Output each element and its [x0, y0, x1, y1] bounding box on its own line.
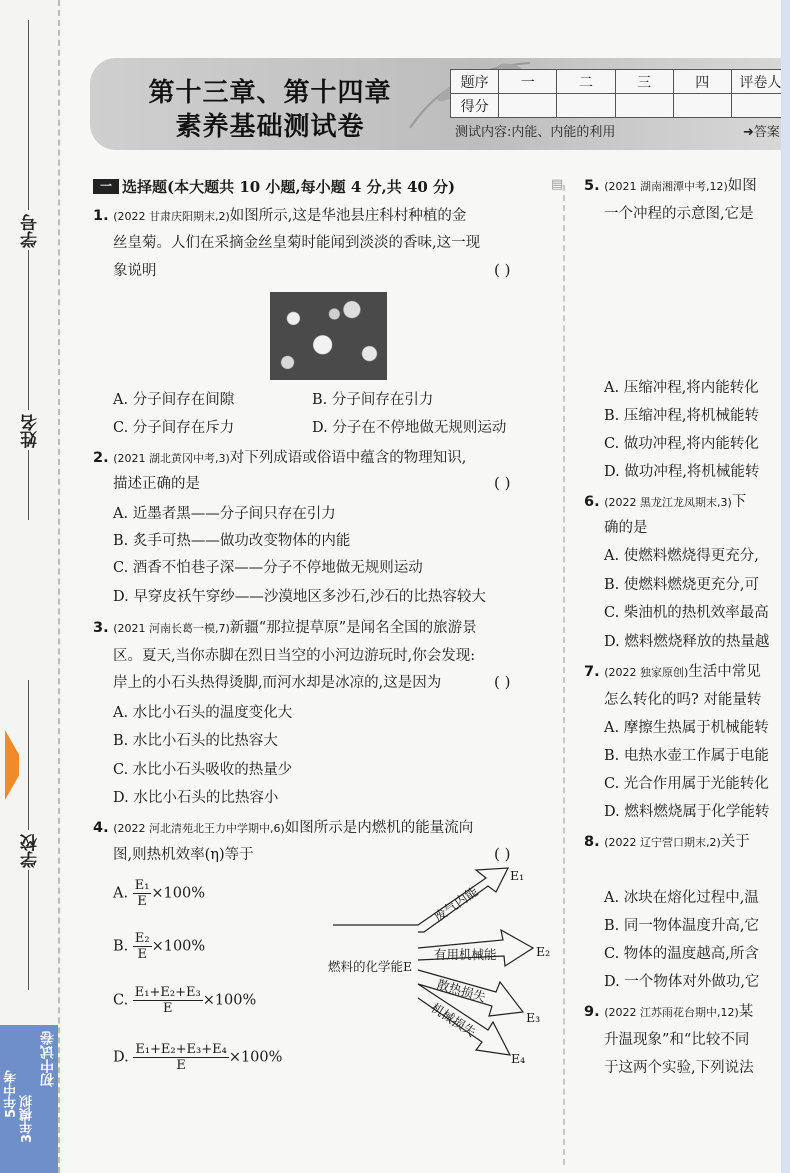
score-cell[interactable]: [615, 94, 673, 118]
fraction: [133, 931, 152, 962]
page-title-line1: 第十三章、第十四章: [148, 78, 392, 108]
q5-text: 如图: [727, 178, 757, 194]
q1-stem-line3: 象说明: [113, 263, 157, 279]
q1-option-b[interactable]: B. 分子间存在引力: [312, 392, 434, 408]
student-id-label: 学号: [21, 214, 41, 248]
diagram-arrow1-label: 废气内能: [431, 883, 481, 925]
q3-answer-blank[interactable]: ( ): [494, 673, 511, 691]
fraction-denominator: E: [137, 894, 147, 909]
fraction: [133, 1042, 228, 1073]
option-label: A.: [113, 885, 129, 902]
q3-option-c[interactable]: C. 水比小石头吸收的热量少: [113, 762, 293, 778]
q7-stem-line2: 怎么转化的吗? 对能量转: [604, 692, 762, 708]
q3-option-d[interactable]: D. 水比小石头的比热容小: [113, 790, 279, 806]
question-number: 9.: [584, 1004, 600, 1020]
diagram-e1: E₁: [510, 868, 525, 883]
q7-option-b[interactable]: B. 电热水壶工作属于电能: [604, 748, 769, 764]
option-tail: ×100%: [151, 938, 206, 955]
q8-text: 关于: [720, 834, 750, 850]
q6-option-c[interactable]: C. 柴油机的热机效率最高: [604, 605, 769, 621]
column-divider: [563, 185, 565, 1165]
q2-answer-blank[interactable]: ( ): [494, 474, 511, 492]
question-source: (2022 黑龙江龙凤期末,3): [604, 496, 732, 509]
diagram-arrow4-label: 机械损失: [428, 999, 479, 1040]
page-tab-marker: [5, 730, 19, 800]
fraction-numerator: E₁+E₂+E₃: [134, 985, 201, 1000]
question-source: (2022 江苏雨花台期中,12): [604, 1006, 739, 1019]
option-label: D.: [113, 1049, 129, 1066]
q7-text: 生活中常见: [688, 664, 761, 680]
q4-option-a[interactable]: [113, 878, 205, 909]
question-number: 6.: [584, 494, 600, 510]
bookmark-icon: ▤: [551, 177, 564, 192]
name-line-2: [28, 450, 29, 520]
question-source: (2022 辽宁营口期末,2): [604, 836, 721, 849]
q4-option-c[interactable]: [113, 985, 256, 1016]
question-number: 1.: [93, 208, 109, 224]
question-source: (2022 独家原创): [604, 666, 689, 679]
score-header-cell: 一: [499, 70, 557, 94]
q5-option-b[interactable]: B. 压缩冲程,将机械能转: [604, 408, 759, 424]
question-number: 5.: [584, 178, 600, 194]
q1-stem-line2: 丝皇菊。人们在采摘金丝皇菊时能闻到淡淡的香味,这一现: [113, 235, 481, 251]
q4-stem-line1: [93, 818, 473, 839]
q6-text: 下: [731, 494, 747, 510]
option-label: C.: [113, 992, 129, 1009]
score-header-cell: 三: [615, 70, 673, 94]
q7-option-d[interactable]: D. 燃料燃烧属于化学能转: [604, 804, 770, 820]
student-id-line: [28, 20, 29, 210]
diagram-e3: E₃: [526, 1010, 541, 1025]
fraction-numerator: E₁: [134, 878, 150, 893]
q5-option-c[interactable]: C. 做功冲程,将内能转化: [604, 436, 759, 452]
diagram-e4: E₄: [511, 1051, 526, 1066]
name-line: [28, 250, 29, 410]
q3-stem-line2: 区。夏天,当你赤脚在烈日当空的小河边游玩时,你会发现:: [113, 648, 476, 664]
q4-stem-line2: 图,则热机效率(η)等于: [113, 847, 254, 863]
section-title-text: 选择题(本大题共 10 小题,每小题 4 分,共 40 分): [122, 178, 456, 196]
q9-stem-line1: [584, 1002, 753, 1023]
q3-option-a[interactable]: A. 水比小石头的温度变化大: [113, 705, 293, 721]
q5-stem-line2: 一个冲程的示意图,它是: [604, 206, 754, 222]
fraction-denominator: E: [137, 947, 147, 962]
fraction: [133, 985, 203, 1016]
energy-flow-diagram: [318, 860, 563, 1075]
q2-option-b[interactable]: B. 炙手可热——做功改变物体的内能: [113, 533, 351, 549]
brand-logo: [0, 1025, 58, 1173]
diagram-arrow2-label: 有用机械能: [434, 947, 497, 962]
option-label: B.: [113, 938, 129, 955]
answer-hint: ➜答案: [743, 125, 780, 140]
q2-option-c[interactable]: C. 酒香不怕巷子深——分子不停地做无规则运动: [113, 560, 423, 576]
q7-option-c[interactable]: C. 光合作用属于光能转化: [604, 776, 769, 792]
score-header-cell: 二: [557, 70, 615, 94]
name-label: 姓名: [21, 414, 41, 448]
option-tail: ×100%: [151, 885, 206, 902]
q2-stem-line2: 描述正确的是: [113, 476, 200, 492]
q5-option-d[interactable]: D. 做功冲程,将机械能转: [604, 464, 760, 480]
question-number: 7.: [584, 664, 600, 680]
score-cell[interactable]: [673, 94, 731, 118]
q8-stem-line1: [584, 832, 750, 853]
q1-text: 如图所示,这是华池县庄科村种植的金: [229, 208, 467, 224]
fraction-numerator: E₁+E₂+E₃+E₄: [135, 1042, 227, 1057]
diagram-arrow3-label: 散热损失: [435, 976, 488, 1005]
q3-stem-line3: 岸上的小石头热得烫脚,而河水却是冰凉的,这是因为: [113, 675, 442, 691]
page-edge: [781, 0, 790, 1173]
score-header-cell: 题序: [451, 70, 499, 94]
question-source: (2022 甘肃庆阳期末,2): [113, 210, 230, 223]
school-label: 学校: [21, 834, 41, 868]
q1-option-d[interactable]: D. 分子在不停地做无规则运动: [312, 420, 507, 436]
q9-text: 某: [738, 1004, 754, 1020]
binding-strip: [0, 0, 62, 1173]
q3-option-b[interactable]: B. 水比小石头的比热容大: [113, 733, 278, 749]
score-cell[interactable]: [499, 94, 557, 118]
q7-stem-line1: [584, 662, 761, 683]
q3-text: 新疆“那拉提草原”是闻名全国的旅游景: [229, 620, 477, 636]
chrysanthemum-photo: [270, 292, 387, 380]
q8-option-a[interactable]: A. 冰块在熔化过程中,温: [604, 890, 759, 906]
question-source: (2021 湖南湘潭中考,12): [604, 180, 728, 193]
q2-option-d[interactable]: D. 早穿皮袄午穿纱——沙漠地区多沙石,沙石的比热容较大: [113, 589, 486, 605]
fraction-denominator: E: [162, 1001, 173, 1016]
page-title-line2: 素养基础测试卷: [175, 112, 365, 142]
q8-option-c[interactable]: C. 物体的温度越高,所含: [604, 946, 759, 962]
score-header-cell: 四: [673, 70, 731, 94]
q6-stem-line2: 确的是: [604, 520, 648, 536]
school-line: [28, 745, 29, 830]
q6-option-a[interactable]: A. 使燃料燃烧得更充分,: [604, 548, 759, 564]
brand-text-series: 初中试卷: [40, 1031, 56, 1087]
q8-option-d[interactable]: D. 一个物体对外做功,它: [604, 974, 760, 990]
question-source: (2021 湖北黄冈中考,3): [113, 452, 230, 465]
q6-stem-line1: [584, 492, 746, 513]
score-header-cell: 评卷人: [731, 70, 789, 94]
score-row-label: 得分: [451, 94, 499, 118]
q1-option-a[interactable]: A. 分子间存在间隙: [113, 392, 235, 408]
fraction: [133, 878, 152, 909]
section-title: [122, 176, 455, 197]
section-badge: 一: [93, 179, 119, 194]
q7-option-a[interactable]: A. 摩擦生热属于机械能转: [604, 720, 769, 736]
q4-option-b[interactable]: [113, 931, 205, 962]
q2-text: 对下列成语或俗语中蕴含的物理知识,: [229, 450, 467, 466]
question-source: (2021 河南长葛一模,7): [113, 622, 230, 635]
score-cell[interactable]: [557, 94, 615, 118]
q5-option-a[interactable]: A. 压缩冲程,将内能转化: [604, 380, 759, 396]
q1-stem-line1: [93, 206, 466, 227]
q4-option-d[interactable]: [113, 1042, 282, 1073]
brand-text-3: 3年模拟: [20, 1095, 35, 1144]
question-number: 3.: [93, 620, 109, 636]
diagram-source-label: 燃料的化学能E: [328, 959, 413, 974]
fraction-denominator: E: [176, 1058, 186, 1073]
arrow-exhaust: [333, 868, 508, 932]
school-line-2: [28, 870, 29, 990]
q9-stem-line3: 于这两个实验,下列说法: [604, 1060, 754, 1076]
question-source: (2022 河北清苑北王力中学期中,6): [113, 822, 285, 835]
cut-line: [58, 0, 60, 1173]
score-table: [450, 69, 790, 118]
question-number: 8.: [584, 834, 600, 850]
diagram-e2: E₂: [536, 944, 551, 959]
q4-answer-blank[interactable]: ( ): [494, 845, 511, 863]
brand-text-5: 5年中考: [4, 1070, 19, 1119]
q6-option-d[interactable]: D. 燃料燃烧释放的热量越: [604, 634, 770, 650]
q3-stem-line1: [93, 618, 477, 639]
q8-option-b[interactable]: B. 同一物体温度升高,它: [604, 918, 759, 934]
q5-stem-line1: [584, 176, 757, 197]
q1-answer-blank[interactable]: ( ): [494, 261, 511, 279]
q1-option-c[interactable]: C. 分子间存在斥力: [113, 420, 235, 436]
q4-text: 如图所示是内燃机的能量流向: [284, 820, 474, 836]
test-content: 测试内容:内能、内能的利用: [455, 125, 616, 140]
option-tail: ×100%: [202, 992, 257, 1009]
q2-option-a[interactable]: A. 近墨者黑——分子间只存在引力: [113, 506, 336, 522]
question-number: 2.: [93, 450, 109, 466]
q2-stem-line1: [93, 448, 466, 469]
q9-stem-line2: 升温现象”和“比较不同: [604, 1032, 750, 1048]
option-tail: ×100%: [228, 1049, 283, 1066]
question-number: 4.: [93, 820, 109, 836]
fraction-numerator: E₂: [134, 931, 150, 946]
q6-option-b[interactable]: B. 使燃料燃烧更充分,可: [604, 577, 759, 593]
